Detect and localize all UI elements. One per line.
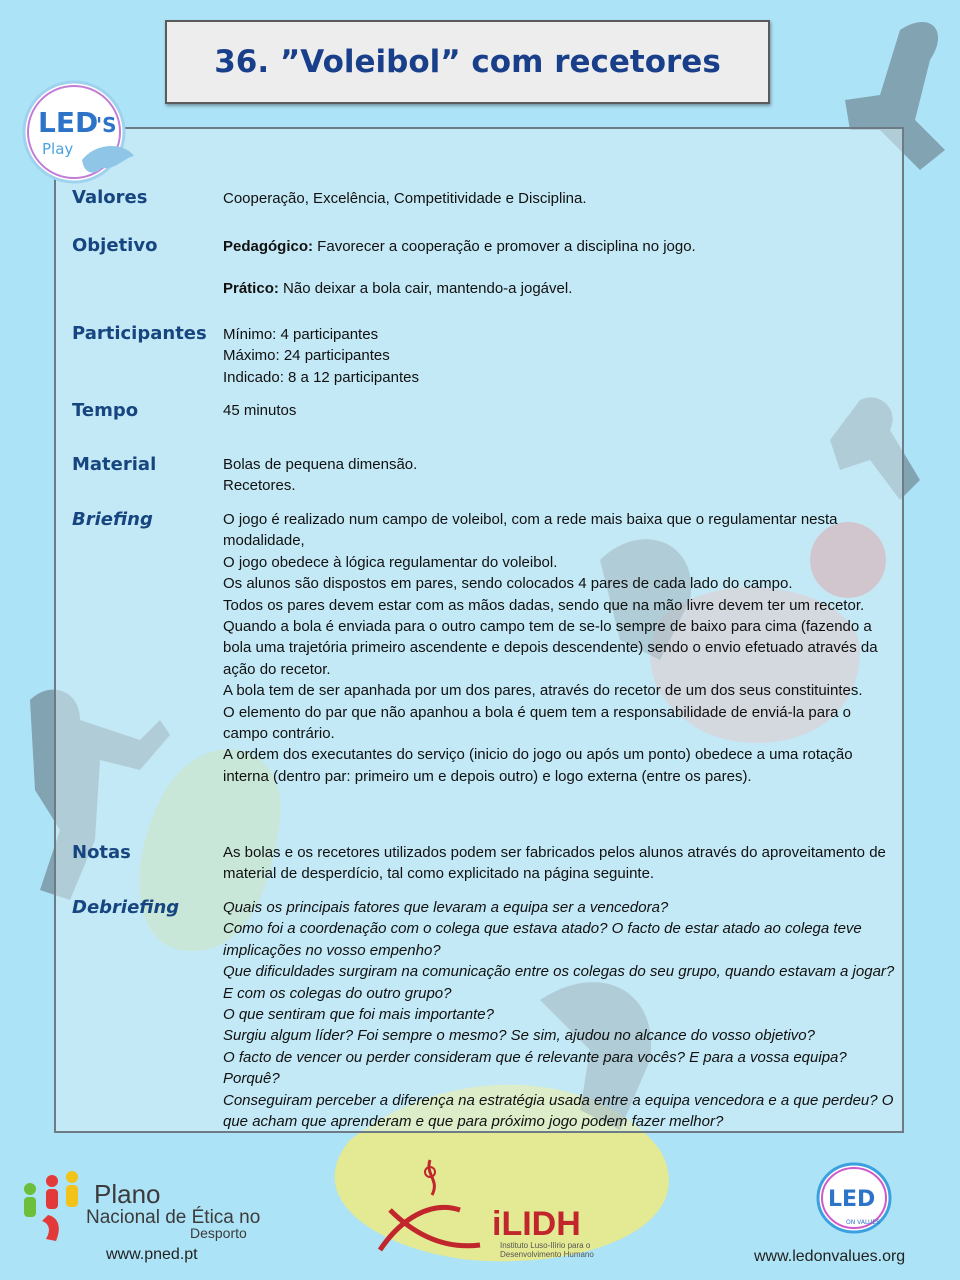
- section-label: Debriefing: [72, 897, 180, 918]
- debriefing-content: [223, 897, 895, 1132]
- ilidh-logo: [370, 1150, 620, 1265]
- section-tempo: [72, 400, 902, 430]
- pedagogico-text: Favorecer a cooperação e promover a disciplina no jogo.: [313, 238, 696, 255]
- section-label: Participantes: [72, 323, 207, 344]
- led-on-values-icon: [812, 1158, 902, 1238]
- participantes-line: Máximo: 24 participantes: [223, 347, 390, 365]
- debriefing-line: Como foi a coordenação com o colega que estava atado? O facto de estar atado ao colega teve implicações no vosso empenho?: [223, 920, 862, 959]
- briefing-line: O elemento do par que não apanhou a bola é quem tem a responsabilidade de enviá-la para o campo contrário.: [223, 703, 851, 743]
- ilidh-sub1: Instituto Luso-Ilírio para o: [500, 1241, 591, 1250]
- section-objetivo: [72, 235, 902, 305]
- page-title: 36. ”Voleibol” com recetores: [214, 44, 721, 80]
- objetivo-content: [223, 236, 895, 300]
- pned-url: www.pned.pt: [106, 1246, 198, 1263]
- notas-text: As bolas e os recetores utilizados podem ser fabricados pelos alunos através do aproveitamento de material de desperdício, tal como explicitado na página seguinte.: [223, 844, 886, 883]
- section-valores: [72, 187, 902, 217]
- ilidh-name: iLIDH: [492, 1205, 581, 1243]
- valores-text: Cooperação, Excelência, Competitividade e Disciplina.: [223, 190, 587, 207]
- participantes-line: Indicado: 8 a 12 participantes: [223, 368, 419, 386]
- briefing-content: [223, 509, 895, 787]
- leds-play-logo: [16, 80, 136, 188]
- briefing-line: Os alunos são dispostos em pares, sendo colocados 4 pares de cada lado do campo.: [223, 575, 793, 593]
- pned-line1: Plano: [94, 1179, 161, 1209]
- debriefing-line: Conseguiram perceber a diferença na estratégia usada entre a equipa vencedora e a que perdeu? O que acham que aprenderam e que para próximo jogo podem fazer melhor?: [223, 1091, 894, 1131]
- debriefing-line: O facto de vencer ou perder consideram que é relevante para vocês? E para a vossa equipa? Porquê?: [223, 1048, 847, 1088]
- section-label: Valores: [72, 187, 148, 208]
- briefing-line: O jogo obedece à lógica regulamentar do voleibol.: [223, 553, 558, 571]
- tempo-text: 45 minutos: [223, 402, 297, 419]
- debriefing-line: Que dificuldades surgiram na comunicação entre os colegas do seu grupo, quando estavam a jogar? E com os colegas do outro grupo?: [223, 963, 895, 1002]
- led-on-values-logo: [752, 1158, 942, 1270]
- section-debriefing: [72, 897, 902, 1132]
- briefing-line: A bola tem de ser apanhada por um dos pares, através do recetor de um dos seus constituintes.: [223, 682, 863, 700]
- briefing-line: Todos os pares devem estar com as mãos dadas, sendo que na mão livre devem ter um recetor.: [223, 596, 865, 614]
- debriefing-line: Quais os principais fatores que levaram a equipa ser a vencedora?: [223, 899, 669, 916]
- svg-text:'S: 'S: [96, 113, 117, 137]
- svg-text:ON VALUES: ON VALUES: [846, 1219, 880, 1226]
- section-participantes: [72, 323, 902, 393]
- section-label: Objetivo: [72, 235, 158, 256]
- participantes-content: [223, 324, 895, 388]
- section-label: Tempo: [72, 400, 139, 421]
- svg-text:LED: LED: [38, 106, 99, 139]
- pratico-label: Prático:: [223, 280, 279, 298]
- section-label: Material: [72, 454, 157, 475]
- briefing-line: A ordem dos executantes do serviço (inicio do jogo ou após um ponto) obedece a uma rotação interna (dentro par: primeiro um e depois outro) e logo externa (entre os pares).: [223, 746, 853, 785]
- participantes-line: Mínimo: 4 participantes: [223, 326, 379, 343]
- pned-line3: Desporto: [190, 1225, 247, 1241]
- pned-line2: Nacional de Ética no: [86, 1207, 261, 1228]
- pned-logo: [18, 1165, 288, 1270]
- section-label: Briefing: [72, 509, 153, 530]
- section-material: [72, 454, 902, 499]
- pedagogico-label: Pedagógico:: [223, 238, 314, 255]
- svg-text:Play: Play: [42, 140, 74, 158]
- debriefing-line: O que sentiram que foi mais importante?: [223, 1006, 494, 1024]
- ilidh-sub2: Desenvolvimento Humano: [500, 1250, 594, 1259]
- title-box: [165, 20, 770, 104]
- pratico-text: Não deixar a bola cair, mantendo-a jogável.: [278, 280, 573, 298]
- pned-figures-icon: [18, 1167, 88, 1247]
- briefing-line: Quando a bola é enviada para o outro campo tem de se-lo sempre de baixo para cima (fazendo a bola uma trajetória primeiro ascendente e depois descendente) sendo o envio efetuado através da ação do recetor.: [223, 618, 878, 678]
- debriefing-line: Surgiu algum líder? Foi sempre o mesmo? Se sim, ajudou no alcance do vosso objetivo?: [223, 1027, 815, 1045]
- ilidh-emblem-icon: [370, 1150, 500, 1260]
- ledonvalues-url: www.ledonvalues.org: [754, 1248, 906, 1265]
- material-line: Bolas de pequena dimensão.: [223, 456, 418, 473]
- svg-text:LED: LED: [828, 1187, 876, 1212]
- section-briefing: [72, 509, 902, 834]
- material-line: Recetores.: [223, 477, 296, 495]
- briefing-line: O jogo é realizado num campo de voleibol, com a rede mais baixa que o regulamentar nesta modalidade,: [223, 511, 838, 550]
- material-content: [223, 454, 895, 497]
- section-notas: [72, 842, 902, 887]
- section-label: Notas: [72, 842, 131, 863]
